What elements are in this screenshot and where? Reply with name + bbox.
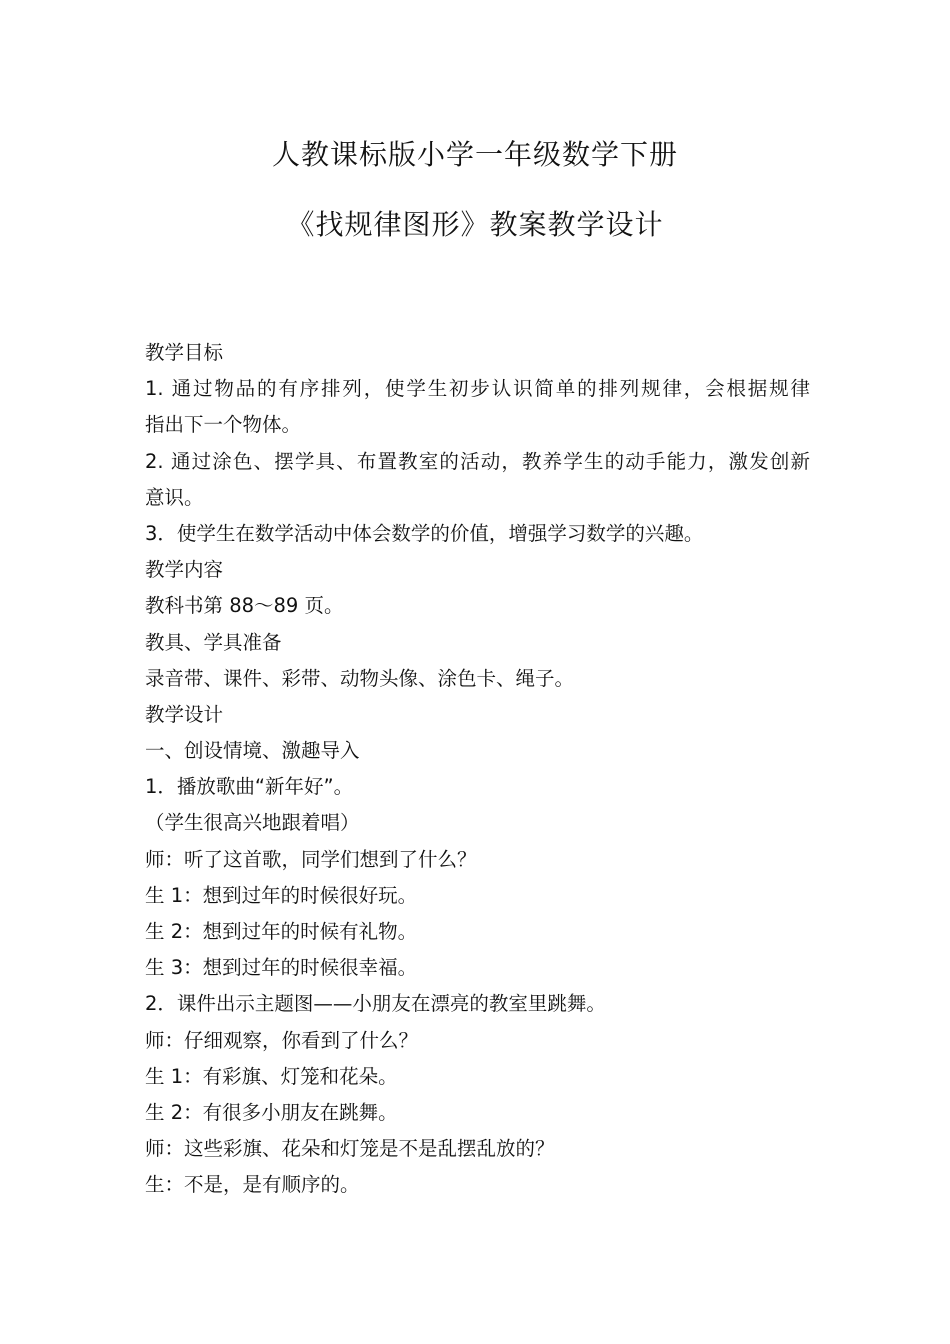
body-line: 意识。 — [145, 485, 204, 509]
dialogue-line: 生 2：想到过年的时候有礼物。 — [145, 920, 418, 943]
dialogue-line: 师：仔细观察，你看到了什么？ — [145, 1028, 419, 1052]
document-title-line-2: 《找规律图形》教案教学设计 — [286, 208, 664, 241]
section-heading-design: 教学设计 — [145, 702, 224, 726]
body-line: 教科书第 88～89 页。 — [145, 594, 344, 618]
dialogue-line: 师：这些彩旗、花朵和灯笼是不是乱摆乱放的？ — [145, 1137, 555, 1161]
body-line: 1．播放歌曲“新年好”。 — [145, 775, 354, 799]
subsection-heading: 一、创设情境、激趣导入 — [145, 739, 360, 763]
dialogue-line: 师：听了这首歌，同学们想到了什么？ — [145, 847, 477, 871]
section-heading-materials: 教具、学具准备 — [145, 630, 282, 654]
body-line: 3．使学生在数学活动中体会数学的价值，增强学习数学的兴趣。 — [145, 521, 704, 545]
body-line: 指出下一个物体。 — [145, 413, 302, 437]
document-title-line-1: 人教课标版小学一年级数学下册 — [271, 138, 678, 171]
body-line: （学生很高兴地跟着唱） — [145, 811, 360, 835]
section-heading-objectives: 教学目标 — [145, 341, 224, 364]
body-line: 2．课件出示主题图——小朋友在漂亮的教室里跳舞。 — [145, 992, 606, 1016]
section-heading-content: 教学内容 — [145, 558, 224, 582]
dialogue-line: 生 1：想到过年的时候很好玩。 — [145, 883, 418, 907]
body-line: 1. 通过物品的有序排列，使学生初步认识简单的排列规律，会根据规律 — [145, 377, 810, 401]
dialogue-line: 生：不是，是有顺序的。 — [145, 1173, 360, 1197]
dialogue-line: 生 3：想到过年的时候很幸福。 — [145, 956, 418, 980]
body-line: 2. 通过涂色、摆学具、布置教室的活动，教养学生的动手能力，激发创新 — [145, 449, 810, 473]
document-body — [145, 335, 810, 1204]
dialogue-line: 生 2：有很多小朋友在跳舞。 — [145, 1100, 398, 1124]
dialogue-line: 生 1：有彩旗、灯笼和花朵。 — [145, 1064, 398, 1088]
body-line: 录音带、课件、彩带、动物头像、涂色卡、绳子。 — [145, 666, 575, 690]
